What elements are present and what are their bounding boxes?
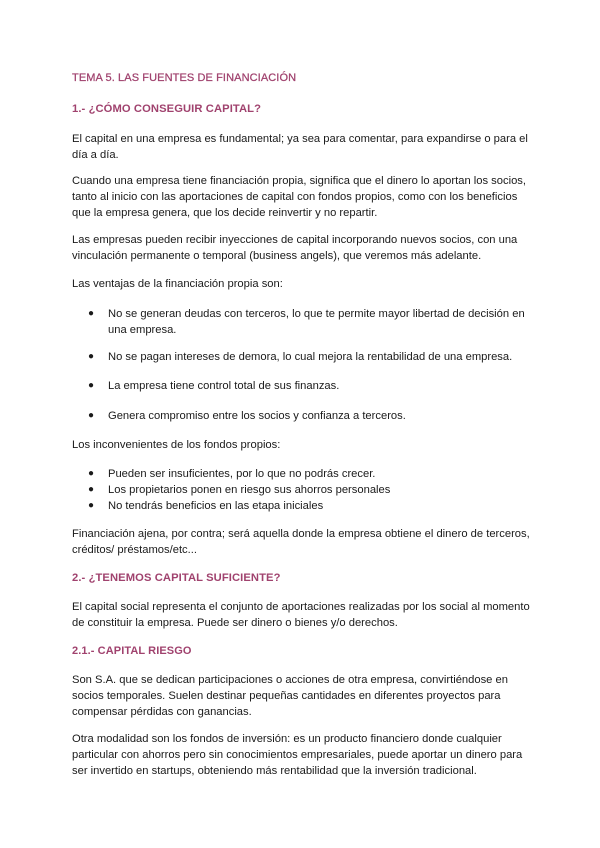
bullet-icon: ● bbox=[88, 468, 95, 479]
list-item-ventaja: ● No se generan deudas con terceros, lo que te permite mayor libertad de decisión en una empresa. bbox=[88, 308, 525, 336]
bullet-icon: ● bbox=[88, 410, 95, 421]
bullet-icon: ● bbox=[88, 351, 95, 362]
list-item-ventaja: ● Genera compromiso entre los socios y confianza a terceros. bbox=[88, 410, 406, 422]
bullet-icon: ● bbox=[88, 380, 95, 391]
list-item-ventaja: ● No se pagan intereses de demora, lo cual mejora la rentabilidad de una empresa. bbox=[88, 351, 513, 363]
list-item-inconveniente: ● No tendrás beneficios en las etapa iniciales bbox=[88, 500, 324, 512]
paragraph: Los inconvenientes de los fondos propios: bbox=[72, 439, 281, 451]
paragraph: Las empresas pueden recibir inyecciones de capital incorporando nuevos socios, con una vinculación permanente o temporal (business angels), que veremos más adelante. bbox=[72, 234, 518, 262]
list-item-inconveniente: ● Pueden ser insuficientes, por lo que no podrás crecer. bbox=[88, 468, 376, 480]
paragraph: Financiación ajena, por contra; será aquella donde la empresa obtiene el dinero de terceros, créditos/ préstamos/etc... bbox=[72, 528, 530, 556]
bullet-icon: ● bbox=[88, 484, 95, 495]
paragraph: Cuando una empresa tiene financiación propia, significa que el dinero lo aportan los socios, tanto al inicio con las aportaciones de capital con fondos propios, como con los beneficios que la empresa genera, que los decide reinvertir y no repartir. bbox=[72, 175, 527, 219]
list-item-ventaja: ● La empresa tiene control total de sus finanzas. bbox=[88, 380, 340, 392]
paragraph: Otra modalidad son los fondos de inversión: es un producto financiero donde cualquier particular con ahorros pero sin conocimientos empresariales, puede aportar un dinero para ser invertido en startups, obteniendo más rentabilidad que la inversión tradicional. bbox=[72, 733, 523, 777]
bullet-icon: ● bbox=[88, 500, 95, 511]
section-2-1-heading: 2.1.- CAPITAL RIESGO bbox=[72, 645, 192, 657]
document-title: TEMA 5. LAS FUENTES DE FINANCIACIÓN bbox=[72, 72, 297, 84]
paragraph: Las ventajas de la financiación propia son: bbox=[72, 278, 283, 290]
section-2-heading: 2.- ¿TENEMOS CAPITAL SUFICIENTE? bbox=[72, 572, 281, 584]
section-1-heading: 1.- ¿CÓMO CONSEGUIR CAPITAL? bbox=[72, 103, 262, 115]
paragraph: Son S.A. que se dedican participaciones o acciones de otra empresa, convirtiéndose en socios temporales. Suelen destinar pequeñas cantidades en diferentes proyectos para compensar pérdidas con ganancias. bbox=[72, 674, 508, 718]
list-item-inconveniente: ● Los propietarios ponen en riesgo sus ahorros personales bbox=[88, 484, 391, 496]
paragraph: El capital en una empresa es fundamental; ya sea para comentar, para expandirse o para el día a día. bbox=[72, 133, 528, 161]
paragraph: El capital social representa el conjunto de aportaciones realizadas por los social al momento de constituir la empresa. Puede ser dinero o bienes y/o derechos. bbox=[72, 601, 530, 629]
bullet-icon: ● bbox=[88, 308, 95, 319]
